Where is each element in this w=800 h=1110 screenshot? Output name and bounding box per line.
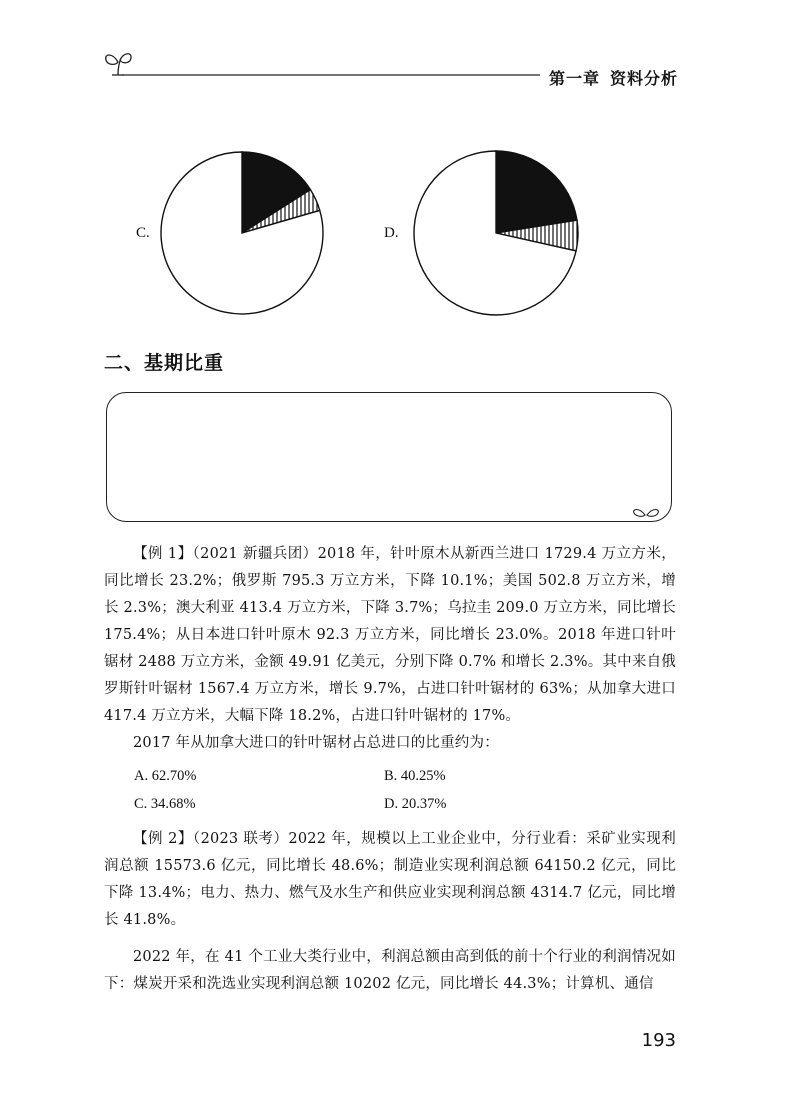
chapter-title (539, 66, 678, 89)
pie-charts (0, 130, 800, 330)
example-1 (104, 541, 676, 757)
example-2 (104, 826, 676, 998)
example-1-question: 2017 年从加拿大进口的针叶锯材占总进口的比重约为： (133, 735, 499, 751)
sprout-icon (106, 54, 131, 75)
page-header (0, 0, 800, 100)
pie-chart-d (414, 151, 578, 315)
pie-chart-c (161, 152, 323, 314)
pie-label-c: C. (136, 225, 150, 241)
pie-label-d: D. (384, 225, 399, 241)
chapter-number: 第一章 (548, 69, 600, 88)
chapter-name: 资料分析 (609, 69, 678, 88)
note-box (106, 392, 672, 522)
page-number: 193 (641, 1030, 676, 1051)
header-rule (0, 0, 800, 100)
option-b[interactable]: B. 40.25% (384, 768, 446, 784)
pie-slice-solid-black (496, 151, 577, 233)
example-2-paragraph-1: 【例 2】（2023 联考）2022 年，规模以上工业企业中，分行业看：采矿业实现利润总额 15573.6 亿元，同比增长 48.6%；制造业实现利润总额 64150.2 亿元，同比下降 13.4%；电力、热力、燃气及水生产和供应业实现利润总额 4314.7 亿元，同比增长 41.8%。 (104, 831, 676, 928)
example-2-paragraph-2: 2022 年，在 41 个工业大类行业中，利润总额由高到低的前十个行业的利润情况如下：煤炭开采和洗选业实现利润总额 10202 亿元，同比增长 44.3%；计算机、通信 (104, 949, 676, 992)
leaf-icon (631, 503, 661, 519)
option-d[interactable]: D. 20.37% (384, 796, 447, 812)
option-c[interactable]: C. 34.68% (134, 796, 196, 812)
example-1-paragraph: 【例 1】（2021 新疆兵团）2018 年，针叶原木从新西兰进口 1729.4 万立方米，同比增长 23.2%；俄罗斯 795.3 万立方米，下降 10.1%；美国 502.8 万立方米，增长 2.3%；澳大利亚 413.4 万立方米，下降 3.7%；乌拉圭 209.0 万立方米，同比增长 175.4%；从日本进口针叶原木 92.3 万立方米，同比增长 23.0%。2018 年进口针叶锯材 2488 万立方米，金额 49.91 亿美元，分别下降 0.7% 和增长 2.3%。其中来自俄罗斯针叶锯材 1567.4 万立方米，增长 9.7%，占进口针叶锯材的 63%；从加拿大进口 417.4 万立方米，大幅下降 18.2%，占进口针叶锯材的 17%。 (104, 546, 676, 724)
section-title: 二、基期比重 (104, 352, 225, 374)
option-a[interactable]: A. 62.70% (134, 768, 197, 784)
